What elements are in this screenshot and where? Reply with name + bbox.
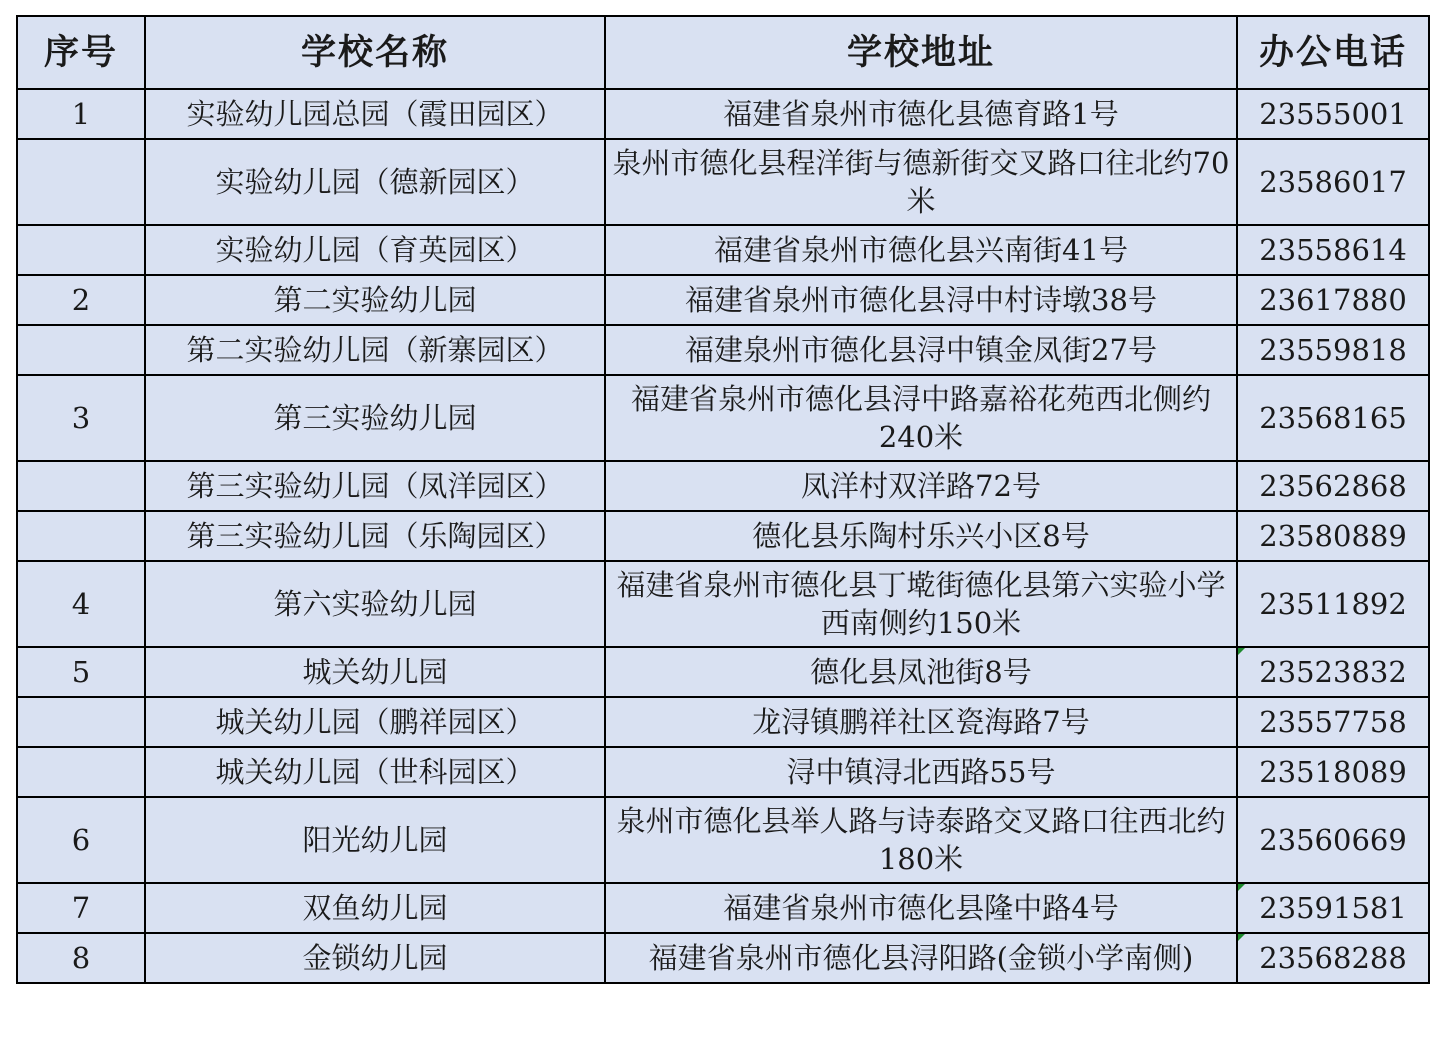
table-row <box>17 325 1429 375</box>
row-school-name[interactable]: 第二实验幼儿园（新寨园区） <box>145 325 605 375</box>
row-address[interactable]: 泉州市德化县程洋街与德新街交叉路口往北约70米 <box>605 139 1237 225</box>
table-row <box>17 89 1429 139</box>
table-row <box>17 797 1429 883</box>
table-row <box>17 561 1429 647</box>
comment-marker-icon <box>1238 648 1245 655</box>
row-school-name[interactable]: 城关幼儿园 <box>145 647 605 697</box>
row-no[interactable] <box>17 325 145 375</box>
row-no[interactable] <box>17 461 145 511</box>
row-phone[interactable]: 23617880 <box>1237 275 1429 325</box>
table-row <box>17 933 1429 983</box>
row-phone[interactable]: 23558614 <box>1237 225 1429 275</box>
header-row <box>17 16 1429 89</box>
table-row <box>17 225 1429 275</box>
row-phone[interactable]: 23511892 <box>1237 561 1429 647</box>
row-phone[interactable] <box>1237 933 1429 983</box>
row-no[interactable]: 5 <box>17 647 145 697</box>
table-row <box>17 375 1429 461</box>
row-phone[interactable]: 23586017 <box>1237 139 1429 225</box>
row-no[interactable] <box>17 225 145 275</box>
header-phone: 办公电话 <box>1237 16 1429 89</box>
row-address[interactable]: 福建省泉州市德化县浔中路嘉裕花苑西北侧约240米 <box>605 375 1237 461</box>
table-row <box>17 697 1429 747</box>
table-row <box>17 747 1429 797</box>
row-address[interactable]: 德化县凤池街8号 <box>605 647 1237 697</box>
table-row <box>17 883 1429 933</box>
row-no[interactable] <box>17 747 145 797</box>
row-school-name[interactable]: 第三实验幼儿园 <box>145 375 605 461</box>
row-school-name[interactable]: 城关幼儿园（鹏祥园区） <box>145 697 605 747</box>
row-no[interactable]: 3 <box>17 375 145 461</box>
header-no: 序号 <box>17 16 145 89</box>
row-school-name[interactable]: 金锁幼儿园 <box>145 933 605 983</box>
table-row <box>17 647 1429 697</box>
row-address[interactable]: 泉州市德化县举人路与诗泰路交叉路口往西北约180米 <box>605 797 1237 883</box>
row-phone[interactable]: 23557758 <box>1237 697 1429 747</box>
phone-text: 23523832 <box>1259 655 1407 689</box>
row-no[interactable]: 4 <box>17 561 145 647</box>
row-phone[interactable] <box>1237 647 1429 697</box>
row-school-name[interactable]: 阳光幼儿园 <box>145 797 605 883</box>
row-phone[interactable]: 23555001 <box>1237 89 1429 139</box>
row-school-name[interactable]: 第二实验幼儿园 <box>145 275 605 325</box>
row-address[interactable]: 龙浔镇鹏祥社区瓷海路7号 <box>605 697 1237 747</box>
table-row <box>17 461 1429 511</box>
kindergarten-table <box>16 15 1430 984</box>
table-row <box>17 139 1429 225</box>
row-school-name[interactable]: 城关幼儿园（世科园区） <box>145 747 605 797</box>
row-address[interactable]: 福建泉州市德化县浔中镇金凤街27号 <box>605 325 1237 375</box>
row-address[interactable]: 福建省泉州市德化县隆中路4号 <box>605 883 1237 933</box>
row-school-name[interactable]: 第三实验幼儿园（乐陶园区） <box>145 511 605 561</box>
table-container <box>16 15 1430 984</box>
row-school-name[interactable]: 双鱼幼儿园 <box>145 883 605 933</box>
row-address[interactable]: 凤洋村双洋路72号 <box>605 461 1237 511</box>
header-address: 学校地址 <box>605 16 1237 89</box>
row-no[interactable]: 7 <box>17 883 145 933</box>
row-phone[interactable]: 23559818 <box>1237 325 1429 375</box>
row-phone[interactable]: 23560669 <box>1237 797 1429 883</box>
row-school-name[interactable]: 第六实验幼儿园 <box>145 561 605 647</box>
row-phone[interactable]: 23580889 <box>1237 511 1429 561</box>
row-school-name[interactable]: 实验幼儿园（育英园区） <box>145 225 605 275</box>
row-phone[interactable]: 23518089 <box>1237 747 1429 797</box>
row-phone[interactable]: 23562868 <box>1237 461 1429 511</box>
row-address[interactable]: 浔中镇浔北西路55号 <box>605 747 1237 797</box>
phone-text: 23568288 <box>1259 941 1407 975</box>
row-no[interactable] <box>17 511 145 561</box>
row-no[interactable]: 1 <box>17 89 145 139</box>
table-row <box>17 511 1429 561</box>
table-row <box>17 275 1429 325</box>
row-address[interactable]: 福建省泉州市德化县浔中村诗墩38号 <box>605 275 1237 325</box>
row-school-name[interactable]: 实验幼儿园（德新园区） <box>145 139 605 225</box>
row-school-name[interactable]: 第三实验幼儿园（凤洋园区） <box>145 461 605 511</box>
row-no[interactable]: 8 <box>17 933 145 983</box>
row-address[interactable]: 福建省泉州市德化县浔阳路(金锁小学南侧) <box>605 933 1237 983</box>
comment-marker-icon <box>1238 884 1245 891</box>
row-school-name[interactable]: 实验幼儿园总园（霞田园区） <box>145 89 605 139</box>
row-no[interactable]: 6 <box>17 797 145 883</box>
row-address[interactable]: 福建省泉州市德化县兴南街41号 <box>605 225 1237 275</box>
row-no[interactable]: 2 <box>17 275 145 325</box>
row-address[interactable]: 福建省泉州市德化县德育路1号 <box>605 89 1237 139</box>
row-phone[interactable] <box>1237 883 1429 933</box>
row-phone[interactable]: 23568165 <box>1237 375 1429 461</box>
row-no[interactable] <box>17 697 145 747</box>
phone-text: 23591581 <box>1259 891 1407 925</box>
row-no[interactable] <box>17 139 145 225</box>
comment-marker-icon <box>1238 934 1245 941</box>
row-address[interactable]: 福建省泉州市德化县丁墘街德化县第六实验小学西南侧约150米 <box>605 561 1237 647</box>
header-name: 学校名称 <box>145 16 605 89</box>
row-address[interactable]: 德化县乐陶村乐兴小区8号 <box>605 511 1237 561</box>
